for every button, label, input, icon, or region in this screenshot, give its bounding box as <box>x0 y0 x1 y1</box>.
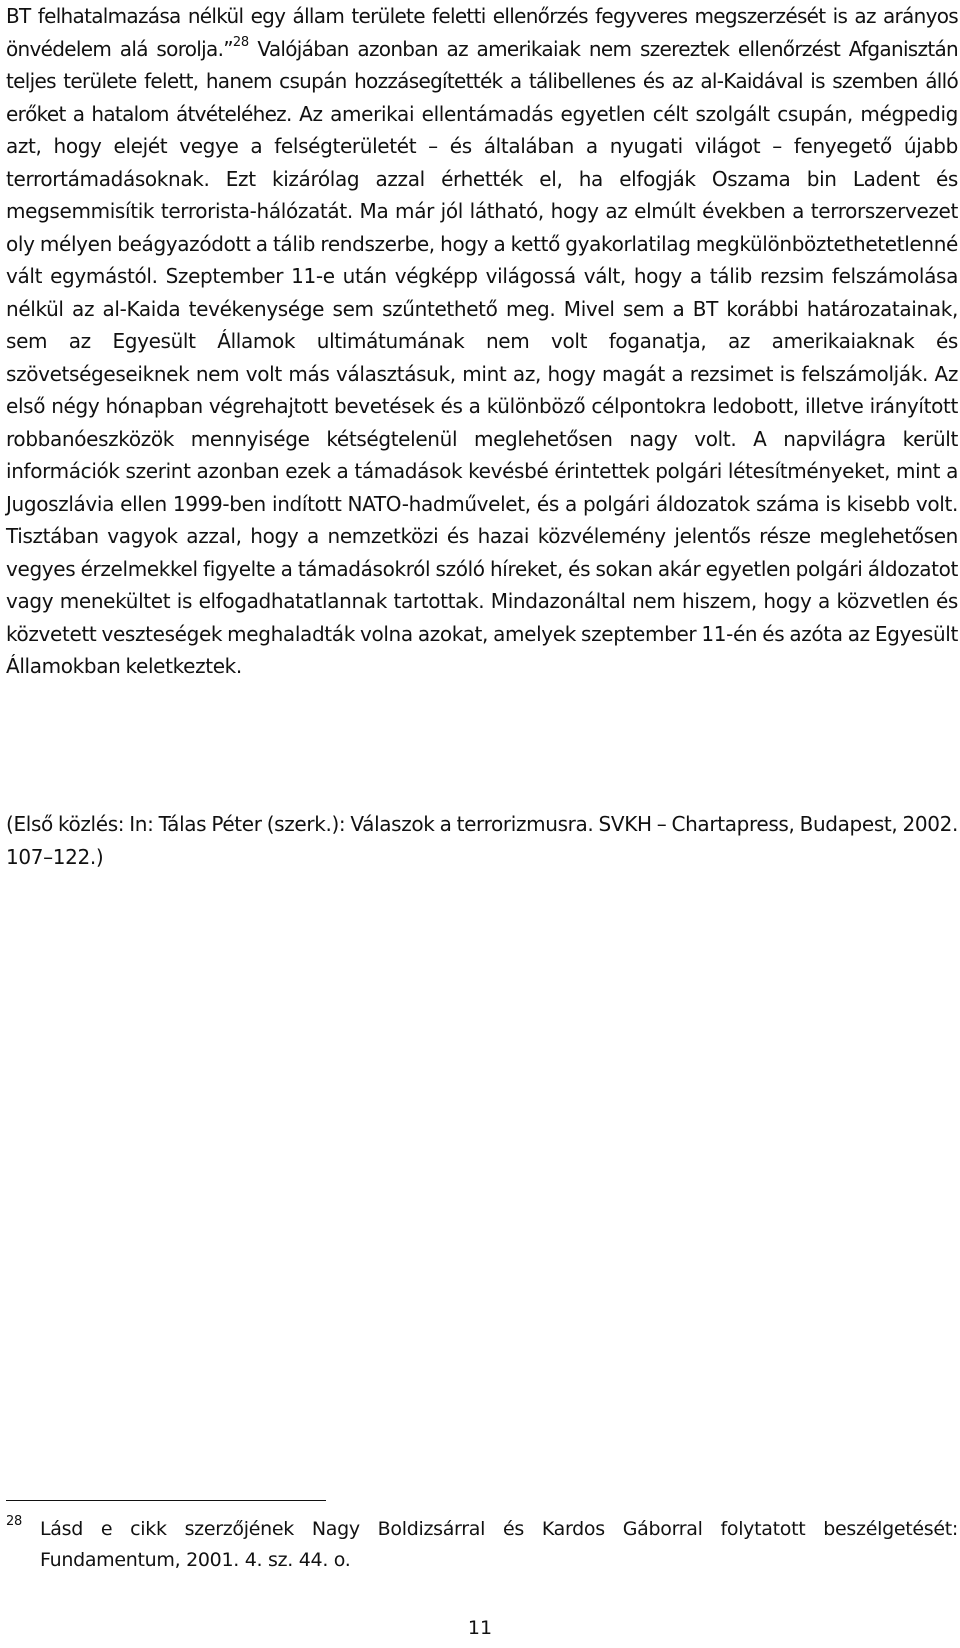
footnote-number: 28 <box>6 1514 22 1529</box>
footnote-text: Lásd e cikk szerzőjének Nagy Boldizsárral és Kardos Gáborral folytatott beszélgetését: Fundamentum, 2001. 4. sz. 44. o. <box>40 1518 958 1571</box>
footnote <box>6 1514 958 1576</box>
footnote-separator <box>6 1500 326 1501</box>
page-number: 11 <box>467 1617 493 1639</box>
footnote-reference: 28 <box>232 34 249 50</box>
paragraph-text-part-1: BT felhatalmazása nélkül egy állam területe feletti ellenőrzés fegyveres megszerzését is az arányos önvédelem alá sorolja.” <box>6 4 958 61</box>
paragraph-text-part-3: Az amerikai ellentámadás egyetlen célt szolgált csupán, mégpedig azt, hogy elejét vegye a felségterületét – és általában a nyugati világot – fenyegető újabb terrortámadásoknak. Ezt kizárólag azzal érhették el, ha elfogják Oszama bin Ladent és megsemmisítik terrorista-hálózatát. Ma már jól látható, hogy az elmúlt években a terrorszervezet oly mélyen beágyazódott a tálib rendszerbe, hogy a kettő gyakorlatilag megkülönböztethetetlenné vált egymástól. Szeptember 11-e után végképp világossá vált, hogy a tálib rezsim felszámolása nélkül az al-Kaida tevékenysége sem szűntethető meg. Mivel sem a BT korábbi határozatainak, sem az Egyesült Államok ultimátumának nem volt foganatja, az amerikaiaknak és szövetségeseiknek nem volt más választásuk, mint az, hogy magát a rezsimet is felszámolják. Az első négy hónapban végrehajtott bevetések és a különböző célpontokra ledobott, illetve irányított robbanóeszközök mennyisége kétségtelenül meglehetősen nagy volt. A napvilágra került információk szerint azonban ezek a támadások kevésbé érintettek polgári létesítményeket, mint a Jugoszlávia ellen 1999-ben indított NATO-hadművelet, és a polgári áldozatok száma is kisebb volt. Tisztában vagyok azzal, hogy a nemzetközi és hazai közvélemény jelentős része meglehetősen vegyes érzelmekkel figyelte a támadásokról szóló híreket, és sokan akár egyetlen polgári áldozatot vagy menekültet is elfogadhatatlannak tartottak. Mindazonáltal nem hiszem, hogy a közvetlen és közvetett veszteségek meghaladták volna azokat, amelyek szeptember 11-én és azóta az Egyesült Államokban keletkeztek. <box>6 101 959 678</box>
first-publication-citation: (Első közlés: In: Tálas Péter (szerk.): Válaszok a terrorizmusra. SVKH – Chartapress, Budapest, 2002. 107–122.) <box>6 812 958 869</box>
main-paragraph <box>6 0 958 683</box>
paragraph-text-part-2: Valójában azonban az amerikaiak nem szereztek ellenőrzést Afganisztán teljes területe felett, hanem csupán hozzásegítették a tálibellenes és az al-Kaidával is szemben álló erőket a hatalom átvételéhez. <box>6 36 958 126</box>
